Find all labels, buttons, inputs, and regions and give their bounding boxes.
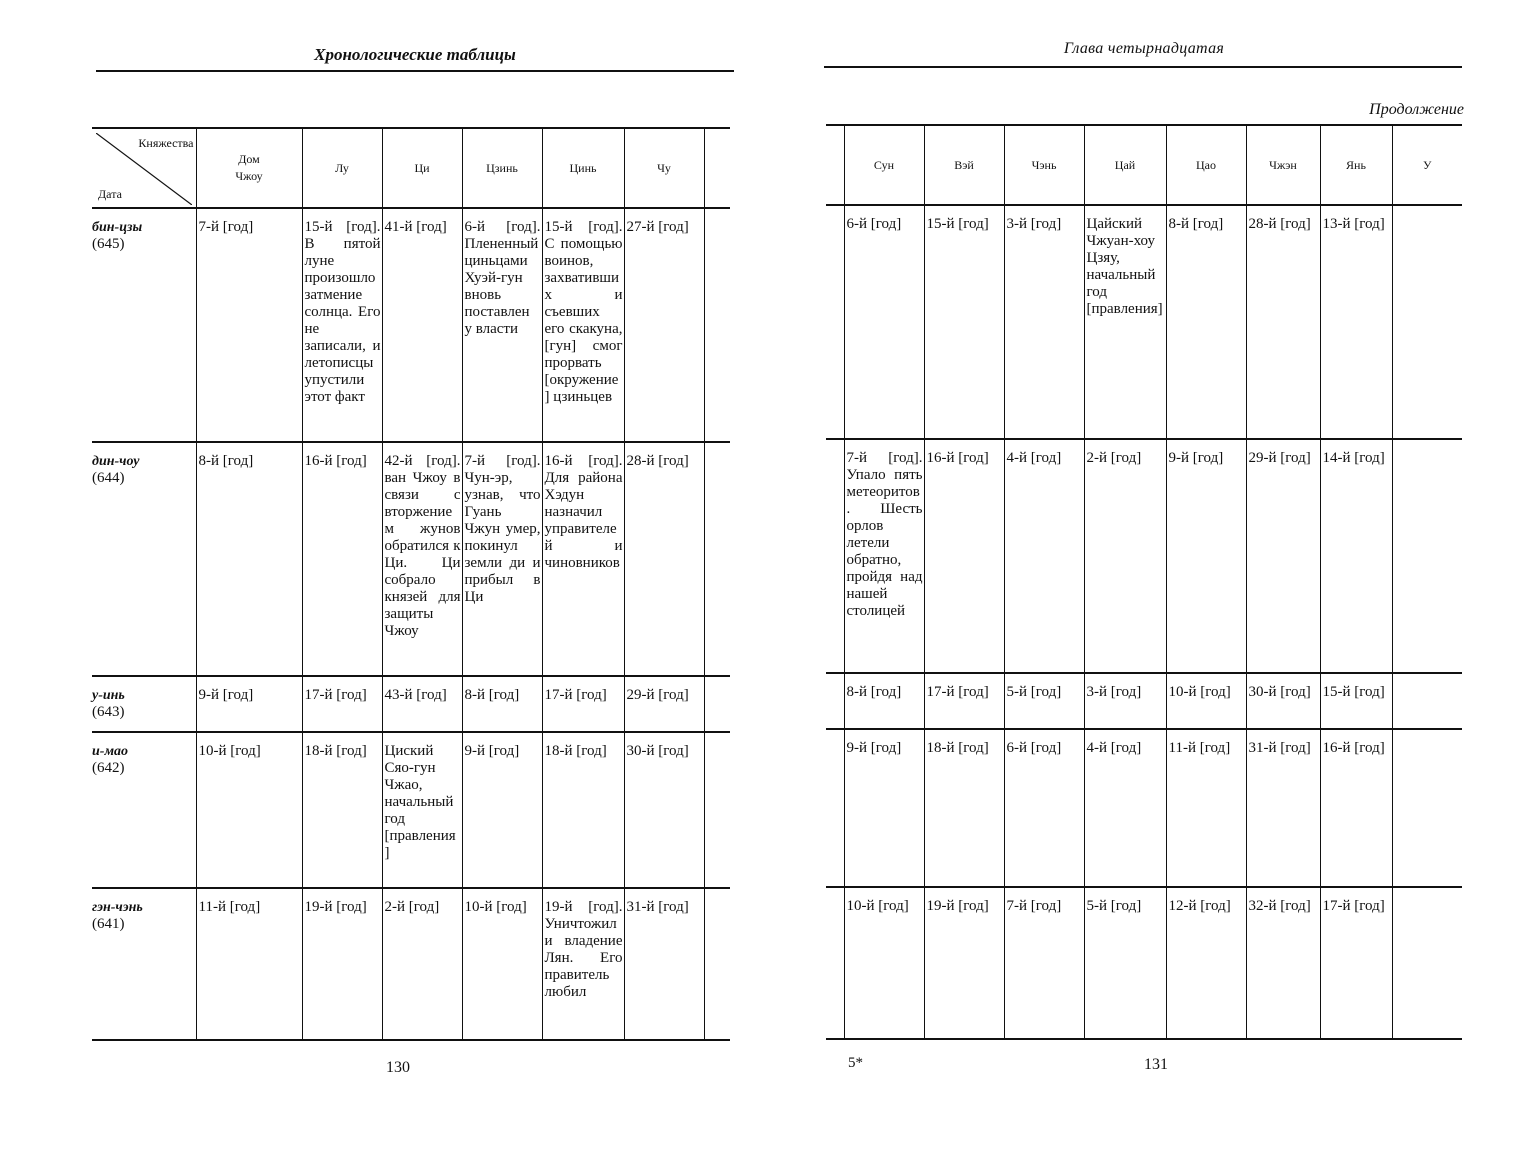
table-cell: 5-й [год]: [1004, 673, 1084, 729]
right-page: [760, 0, 1524, 1156]
table-cell: 8-й [год]: [1166, 205, 1246, 439]
table-cell: 10-й [год]: [844, 887, 924, 1039]
table-cell: [704, 442, 730, 676]
table-cell: 18-й [год]: [924, 729, 1004, 887]
chronology-table: [826, 124, 1462, 1040]
table-row: [92, 442, 730, 676]
margin-cell: [826, 439, 844, 673]
table-cell: 10-й [год]: [196, 732, 302, 888]
table-cell: 6-й [год]: [844, 205, 924, 439]
table-cell: 12-й [год]: [1166, 887, 1246, 1039]
column-header: Цинь: [542, 128, 624, 208]
table-cell: 16-й [год]. Для района Хэдун назначил управителей и чиновников: [542, 442, 624, 676]
table-cell: 16-й [год]: [302, 442, 382, 676]
table-cell: 7-й [год]. Упало пять метеоритов. Шесть орлов летели обратно, пройдя над нашей столицей: [844, 439, 924, 673]
table-cell: 2-й [год]: [382, 888, 462, 1040]
signature-mark: 5*: [848, 1055, 863, 1071]
margin-cell: [826, 887, 844, 1039]
table-cell: 28-й [год]: [1246, 205, 1320, 439]
year-bc: (644): [92, 470, 125, 486]
table-row: [92, 208, 730, 442]
table-cell: 8-й [год]: [844, 673, 924, 729]
date-cell: [92, 208, 196, 442]
table-cell: 11-й [год]: [196, 888, 302, 1040]
table-cell: 19-й [год]. Уничтожили владение Лян. Его правитель любил: [542, 888, 624, 1040]
page-number: 130: [386, 1059, 410, 1076]
date-cell: [92, 732, 196, 888]
year-bc: (643): [92, 704, 125, 720]
column-header: Цзинь: [462, 128, 542, 208]
table-cell: 3-й [год]: [1084, 673, 1166, 729]
column-header: Вэй: [924, 125, 1004, 205]
table-cell: 11-й [год]: [1166, 729, 1246, 887]
margin-cell: [826, 673, 844, 729]
column-header: У: [1392, 125, 1462, 205]
table-cell: 13-й [год]: [1320, 205, 1392, 439]
table-cell: [704, 888, 730, 1040]
table-cell: 9-й [год]: [196, 676, 302, 732]
column-header: Чэнь: [1004, 125, 1084, 205]
table-cell: 9-й [год]: [1166, 439, 1246, 673]
table-cell: 15-й [год]: [924, 205, 1004, 439]
column-header: Янь: [1320, 125, 1392, 205]
margin-header-cell: [826, 125, 844, 205]
table-cell: 16-й [год]: [924, 439, 1004, 673]
margin-cell: [826, 205, 844, 439]
header-rule: [96, 70, 734, 72]
running-head: Глава четырнадцатая: [1063, 40, 1225, 57]
table-cell: 18-й [год]: [302, 732, 382, 888]
table-cell: 15-й [год]. С помощью воинов, захвативших и съевших его скакуна, [гун] смог прорвать [окружение] цзиньцев: [542, 208, 624, 442]
header-row: [92, 128, 730, 208]
table-cell: 9-й [год]: [462, 732, 542, 888]
column-header: Чу: [624, 128, 704, 208]
year-bc: (642): [92, 760, 125, 776]
table-cell: 4-й [год]: [1004, 439, 1084, 673]
table-cell: 15-й [год]. В пятой луне произошло затмение солнца. Его не записали, и летописцы упустили этот факт: [302, 208, 382, 442]
table-cell: 30-й [год]: [624, 732, 704, 888]
principalities-label: Княжества: [138, 136, 194, 150]
table-cell: 7-й [год]: [1004, 887, 1084, 1039]
date-cell: [92, 442, 196, 676]
table-cell: 30-й [год]: [1246, 673, 1320, 729]
table-cell: 41-й [год]: [382, 208, 462, 442]
table-cell: 8-й [год]: [196, 442, 302, 676]
table-cell: 19-й [год]: [302, 888, 382, 1040]
table-cell: 7-й [год]. Чун-эр, узнав, что Гуань Чжун умер, покинул земли ди и прибыл в Ци: [462, 442, 542, 676]
table-row: [826, 729, 1462, 887]
corner-header-cell: [92, 128, 196, 208]
table-cell: 29-й [год]: [624, 676, 704, 732]
table-cell: 10-й [год]: [1166, 673, 1246, 729]
table-cell: 42-й [год]. ван Чжоу в связи с вторжением жунов обратился к Ци. Ци собрало князей для защиты Чжоу: [382, 442, 462, 676]
table-cell: 16-й [год]: [1320, 729, 1392, 887]
table-cell: 7-й [год]: [196, 208, 302, 442]
date-cell: [92, 888, 196, 1040]
column-header: Чжэн: [1246, 125, 1320, 205]
cyclical-date: у-инь: [92, 688, 125, 703]
table-cell: 15-й [год]: [1320, 673, 1392, 729]
table-row: [826, 673, 1462, 729]
table-cell: 3-й [год]: [1004, 205, 1084, 439]
cyclical-date: и-мао: [92, 744, 129, 759]
table-row: [92, 676, 730, 732]
column-header: Цай: [1084, 125, 1166, 205]
table-cell: [1392, 205, 1462, 439]
table-cell: 14-й [год]: [1320, 439, 1392, 673]
table-row: [92, 888, 730, 1040]
table-cell: 17-й [год]: [302, 676, 382, 732]
page-number: 131: [1144, 1056, 1168, 1073]
column-header: Ци: [382, 128, 462, 208]
column-header: Цао: [1166, 125, 1246, 205]
table-cell: 28-й [год]: [624, 442, 704, 676]
table-cell: 43-й [год]: [382, 676, 462, 732]
table-cell: [1392, 673, 1462, 729]
table-cell: 18-й [год]: [542, 732, 624, 888]
running-head: Хронологические таблицы: [314, 45, 516, 64]
table-cell: 5-й [год]: [1084, 887, 1166, 1039]
column-header: [704, 128, 730, 208]
date-cell: [92, 676, 196, 732]
year-bc: (641): [92, 916, 125, 932]
table-cell: [1392, 729, 1462, 887]
table-cell: 6-й [год]: [1004, 729, 1084, 887]
table-cell: 9-й [год]: [844, 729, 924, 887]
table-cell: 32-й [год]: [1246, 887, 1320, 1039]
table-cell: [704, 676, 730, 732]
table-cell: 4-й [год]: [1084, 729, 1166, 887]
table-row: [826, 439, 1462, 673]
column-header: Дом Чжоу: [196, 128, 302, 208]
table-cell: 10-й [год]: [462, 888, 542, 1040]
column-header: Лу: [302, 128, 382, 208]
margin-cell: [826, 729, 844, 887]
table-cell: Циский Сяо-гун Чжао, начальный год [правления]: [382, 732, 462, 888]
chronology-table: [92, 127, 730, 1041]
header-rule: [824, 66, 1462, 68]
table-row: [92, 732, 730, 888]
cyclical-date: бин-цзы: [92, 220, 143, 235]
table-cell: 27-й [год]: [624, 208, 704, 442]
date-label: Дата: [98, 187, 122, 201]
table-cell: Цайский Чжуан-хоу Цзяу, начальный год [правления]: [1084, 205, 1166, 439]
cyclical-date: дин-чоу: [92, 454, 140, 469]
header-row: [826, 125, 1462, 205]
table-cell: [704, 208, 730, 442]
table-row: [826, 887, 1462, 1039]
table-cell: [1392, 439, 1462, 673]
continuation-label: Продолжение: [1369, 101, 1464, 118]
table-cell: 31-й [год]: [624, 888, 704, 1040]
year-bc: (645): [92, 236, 125, 252]
table-cell: [704, 732, 730, 888]
table-cell: 17-й [год]: [924, 673, 1004, 729]
table-cell: [1392, 887, 1462, 1039]
table-cell: 17-й [год]: [542, 676, 624, 732]
left-page: [0, 0, 760, 1156]
column-header: Сун: [844, 125, 924, 205]
table-cell: 6-й [год]. Плененный циньцами Хуэй-гун вновь поставлен у власти: [462, 208, 542, 442]
table-cell: 2-й [год]: [1084, 439, 1166, 673]
table-cell: 29-й [год]: [1246, 439, 1320, 673]
table-cell: 8-й [год]: [462, 676, 542, 732]
table-cell: 31-й [год]: [1246, 729, 1320, 887]
table-cell: 17-й [год]: [1320, 887, 1392, 1039]
table-cell: 19-й [год]: [924, 887, 1004, 1039]
cyclical-date: гэн-чэнь: [92, 900, 143, 915]
table-row: [826, 205, 1462, 439]
